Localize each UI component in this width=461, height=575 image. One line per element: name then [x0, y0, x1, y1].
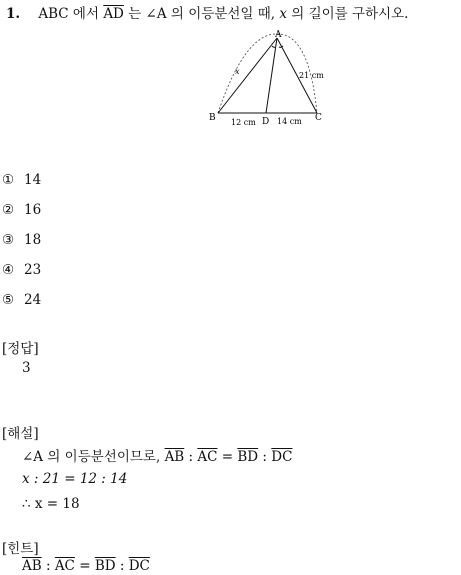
choice-value: 23 [24, 262, 42, 278]
choice-mark: ④ [2, 262, 15, 278]
text-segment: ABC 에서 [38, 6, 104, 22]
angle-mark-1 [272, 46, 275, 47]
label-21cm: 21 cm [299, 71, 324, 80]
choice-value: 16 [24, 202, 42, 218]
question-number: 1. [6, 6, 21, 22]
hint-equation [22, 558, 150, 574]
text-segment: : [115, 558, 129, 574]
label-14cm: 14 cm [277, 117, 302, 126]
explanation-line-3: ∴ x = 18 [22, 496, 80, 512]
choice-4[interactable] [2, 262, 41, 278]
text-segment: 는 ∠A 의 이등분선일 때, [123, 6, 280, 22]
overlined-segment: $\overline{BD}$ [94, 558, 116, 574]
triangle-figure [205, 28, 330, 128]
choice-value: 18 [24, 232, 42, 248]
label-x: x [235, 67, 240, 76]
overlined-segment: $\overline{AD}$ [103, 6, 124, 22]
choice-1[interactable] [2, 172, 41, 188]
point-b-label: B [209, 113, 216, 123]
choice-value: 14 [24, 172, 42, 188]
overlined-segment: $\overline{AB}$ [22, 558, 42, 574]
choice-3[interactable] [2, 232, 41, 248]
text-segment: 의 길이를 구하시오. [286, 6, 409, 22]
explanation-equation [165, 449, 293, 465]
text-segment: x [279, 6, 287, 22]
overlined-segment: $\overline{AB}$ [164, 449, 185, 465]
choice-mark: ⑤ [2, 292, 15, 308]
choice-mark: ① [2, 172, 15, 188]
text-segment: = [74, 558, 95, 574]
label-12cm: 12 cm [231, 118, 256, 127]
hint-label: [힌트] [2, 541, 39, 557]
point-c-label: C [315, 113, 322, 123]
question-line [6, 2, 408, 22]
answer-label: [정답] [2, 341, 39, 357]
overlined-segment: $\overline{BD}$ [237, 449, 259, 465]
explanation-line-2: x : 21 = 12 : 14 [22, 471, 128, 487]
overlined-segment: $\overline{DC}$ [128, 558, 150, 574]
explanation-line-1 [22, 445, 292, 465]
choice-mark: ② [2, 202, 15, 218]
explanation-label: [해설] [2, 426, 39, 442]
choice-mark: ③ [2, 232, 15, 248]
overlined-segment: $\overline{DC}$ [271, 449, 293, 465]
text-segment: : [41, 558, 55, 574]
text-segment: : [184, 449, 198, 465]
choice-5[interactable] [2, 292, 41, 308]
text-segment: = [217, 449, 238, 465]
text-segment: : [258, 449, 272, 465]
overlined-segment: $\overline{AC}$ [197, 449, 218, 465]
point-a-label: A [275, 30, 282, 40]
answer-value: 3 [22, 360, 31, 376]
overlined-segment: $\overline{AC}$ [54, 558, 75, 574]
explanation-line-1-prefix: ∠A 의 이등분선이므로, [22, 449, 165, 465]
point-d-label: D [262, 117, 270, 127]
question-text [38, 6, 408, 22]
choice-value: 24 [24, 292, 42, 308]
choice-2[interactable] [2, 202, 41, 218]
